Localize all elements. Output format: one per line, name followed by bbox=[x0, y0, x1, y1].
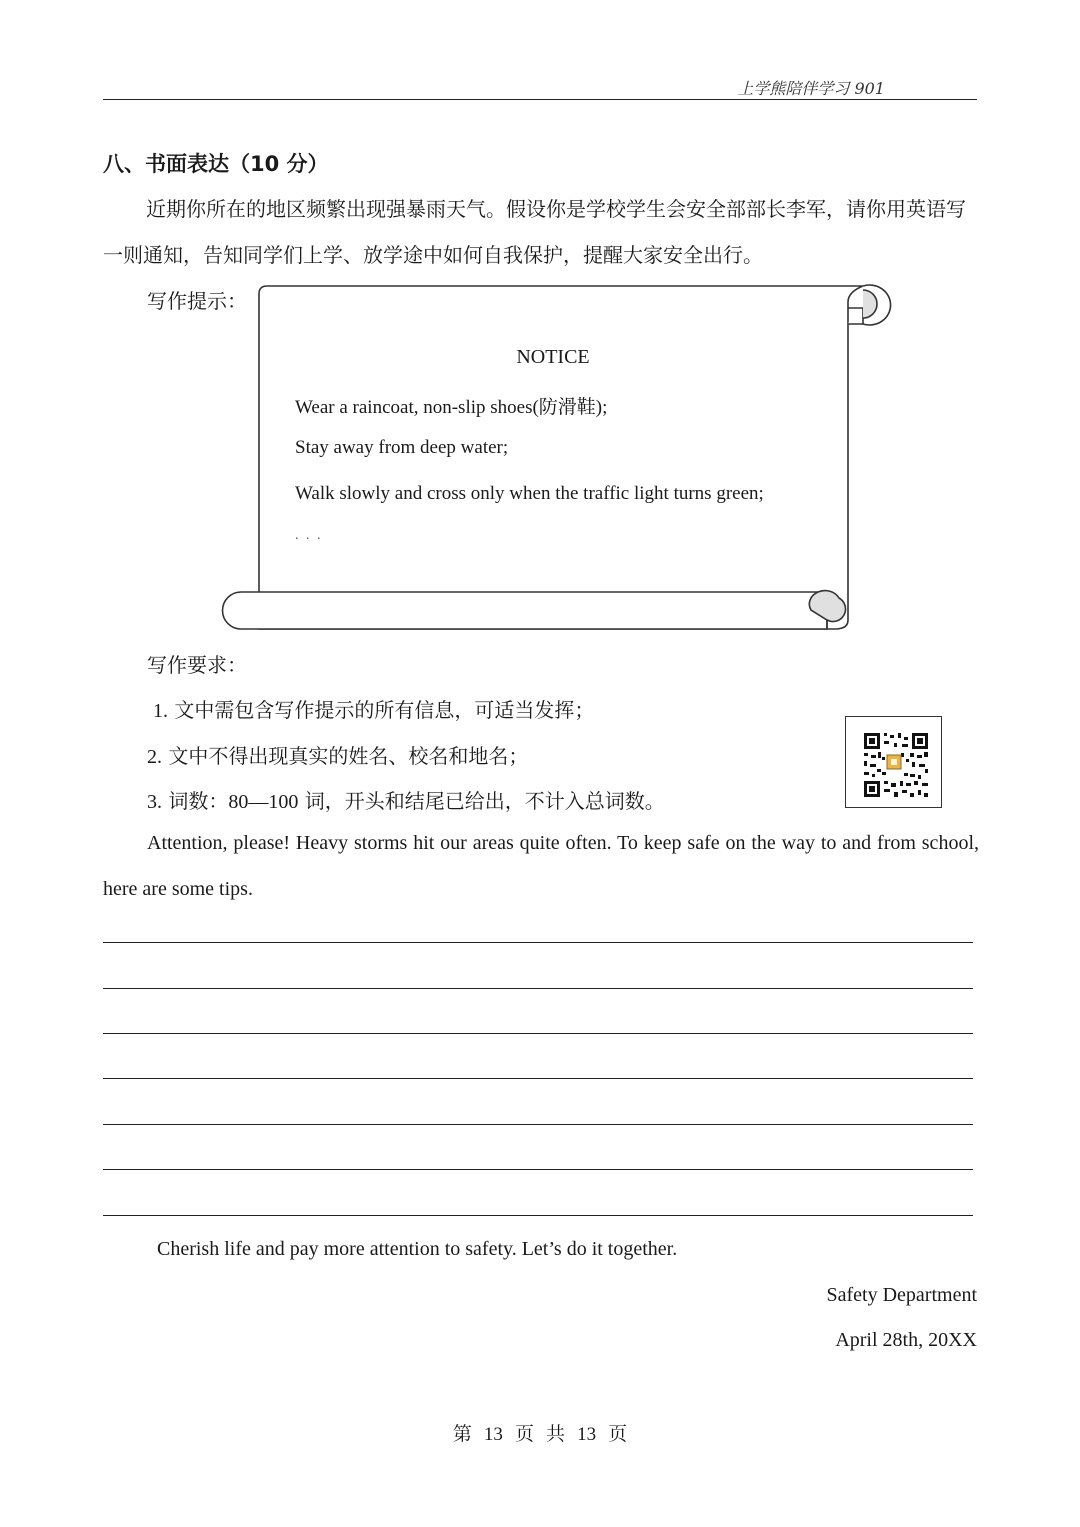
tip-item: Stay away from deep water; bbox=[295, 437, 509, 458]
requirements-label: 写作要求： bbox=[147, 653, 247, 677]
qr-code[interactable] bbox=[845, 716, 942, 808]
task-description: 近期你所在的地区频繁出现强暴雨天气。假设你是学校学生会安全部部长李军，请你用英语写一则通知，告知同学们上学、放学途中如何自我保护，提醒大家安全出行。 bbox=[103, 197, 966, 267]
header-text: 上学熊陪伴学习 901 bbox=[737, 79, 885, 98]
requirement-item bbox=[147, 740, 528, 769]
scroll-frame bbox=[215, 280, 895, 640]
section-title: 八、书面表达（10 分） bbox=[103, 152, 329, 176]
writing-line[interactable] bbox=[103, 1124, 973, 1125]
requirement-number: 1. bbox=[153, 700, 168, 722]
footer-prefix: 第 bbox=[452, 1423, 472, 1445]
requirement-text: 词，开头和结尾已给出，不计入总词数。 bbox=[298, 789, 665, 813]
writing-line[interactable] bbox=[103, 1215, 973, 1216]
requirement-number: 2. bbox=[147, 746, 162, 768]
current-page-number: 13 bbox=[483, 1424, 503, 1445]
requirement-text: 词数： bbox=[168, 789, 229, 813]
requirement-item bbox=[147, 785, 665, 814]
word-count-range: 80—100 bbox=[228, 791, 299, 813]
writing-line[interactable] bbox=[103, 942, 973, 943]
writing-line[interactable] bbox=[103, 988, 973, 989]
requirement-text: 文中不得出现真实的姓名、校名和地名； bbox=[168, 744, 529, 768]
total-page-number: 13 bbox=[577, 1424, 597, 1445]
qr-code-icon bbox=[846, 717, 941, 807]
signature-date: April 28th, 20XX bbox=[835, 1329, 977, 1351]
requirement-number: 3. bbox=[147, 791, 162, 813]
footer-middle: 页 共 bbox=[514, 1423, 566, 1445]
writing-line[interactable] bbox=[103, 1169, 973, 1170]
page-footer bbox=[0, 1419, 1080, 1446]
signature-department: Safety Department bbox=[826, 1284, 977, 1306]
tip-ellipsis: . . . bbox=[295, 528, 323, 543]
writing-line[interactable] bbox=[103, 1033, 973, 1034]
opening-paragraph: Attention, please! Heavy storms hit our areas quite often. To keep safe on the way to and from school, here are some tips. bbox=[103, 832, 979, 900]
closing-sentence: Cherish life and pay more attention to safety. Let’s do it together. bbox=[157, 1238, 678, 1260]
header-divider bbox=[103, 99, 977, 100]
requirement-item bbox=[153, 694, 594, 723]
requirement-text: 文中需包含写作提示的所有信息，可适当发挥； bbox=[174, 698, 595, 722]
writing-line[interactable] bbox=[103, 1078, 973, 1079]
writing-tips-label: 写作提示： bbox=[147, 289, 247, 313]
tip-item: Wear a raincoat, non-slip shoes(防滑鞋); bbox=[295, 397, 608, 418]
tip-item: Walk slowly and cross only when the traffic light turns green; bbox=[295, 483, 764, 504]
footer-suffix: 页 bbox=[608, 1423, 628, 1445]
notice-title: NOTICE bbox=[516, 346, 590, 368]
